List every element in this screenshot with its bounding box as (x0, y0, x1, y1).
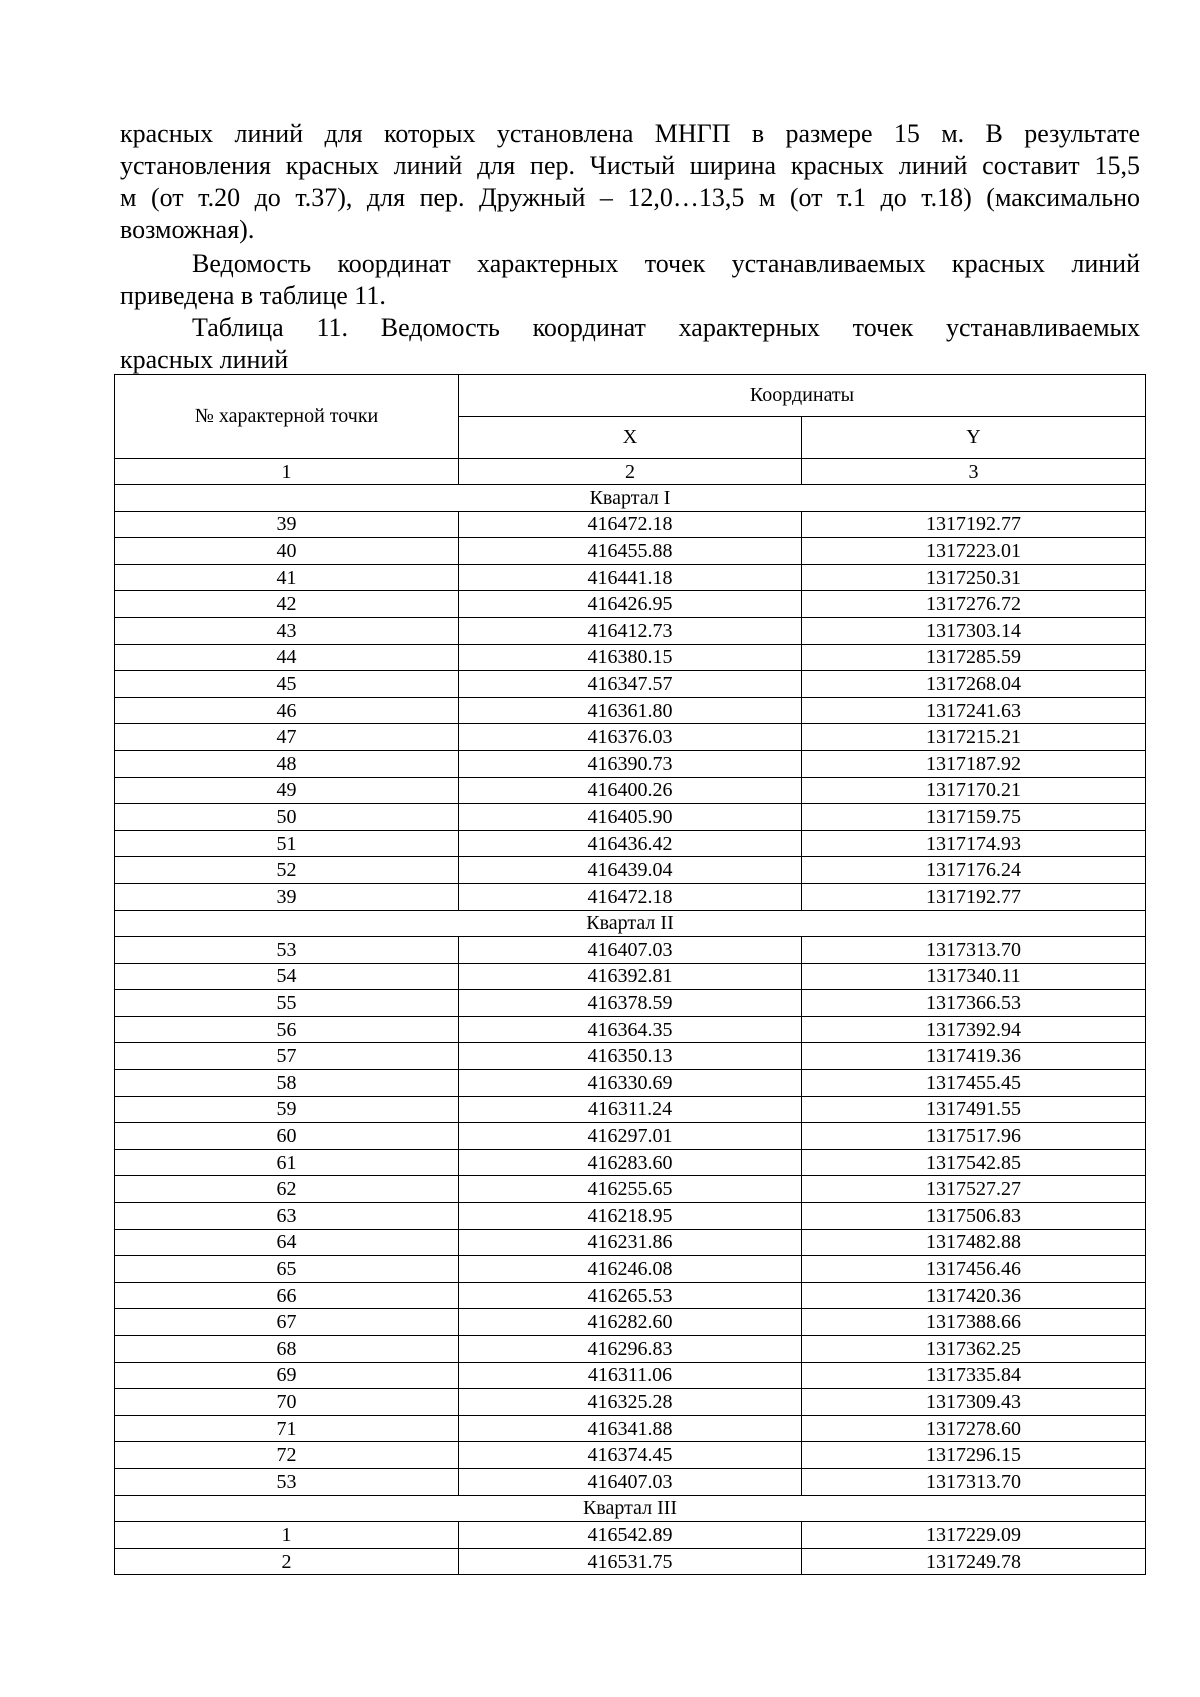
x-coordinate-cell: 416436.42 (459, 830, 802, 857)
y-coordinate-cell: 1317241.63 (802, 697, 1146, 724)
point-number-cell: 51 (115, 830, 459, 857)
y-coordinate-cell: 1317527.27 (802, 1176, 1146, 1203)
x-coordinate-cell: 416472.18 (459, 511, 802, 538)
table-caption (120, 312, 1140, 376)
column-number: 1 (115, 459, 459, 485)
table-row (115, 963, 1146, 990)
y-coordinate-cell: 1317223.01 (802, 538, 1146, 565)
table-row (115, 644, 1146, 671)
table-row (115, 724, 1146, 751)
section-row (115, 910, 1146, 937)
x-coordinate-cell: 416378.59 (459, 990, 802, 1017)
y-coordinate-cell: 1317285.59 (802, 644, 1146, 671)
table-row (115, 671, 1146, 698)
point-number-cell: 57 (115, 1043, 459, 1070)
x-coordinate-cell: 416412.73 (459, 617, 802, 644)
point-number-cell: 41 (115, 564, 459, 591)
x-coordinate-cell: 416374.45 (459, 1442, 802, 1469)
column-number: 2 (459, 459, 802, 485)
x-coordinate-cell: 416246.08 (459, 1256, 802, 1283)
table-row (115, 990, 1146, 1017)
point-number-cell: 45 (115, 671, 459, 698)
header-x: X (459, 417, 802, 459)
section-title: Квартал II (115, 910, 1146, 937)
header-coordinates: Координаты (459, 375, 1146, 417)
table-row (115, 1203, 1146, 1230)
x-coordinate-cell: 416380.15 (459, 644, 802, 671)
x-coordinate-cell: 416392.81 (459, 963, 802, 990)
x-coordinate-cell: 416376.03 (459, 724, 802, 751)
coordinates-table (114, 374, 1146, 1575)
x-coordinate-cell: 416426.95 (459, 591, 802, 618)
table-row (115, 1229, 1146, 1256)
y-coordinate-cell: 1317192.77 (802, 883, 1146, 910)
point-number-cell: 64 (115, 1229, 459, 1256)
y-coordinate-cell: 1317340.11 (802, 963, 1146, 990)
caption-line: красных линий (120, 345, 289, 374)
x-coordinate-cell: 416439.04 (459, 857, 802, 884)
paragraph-line: возможная). (120, 215, 255, 244)
point-number-cell: 62 (115, 1176, 459, 1203)
y-coordinate-cell: 1317491.55 (802, 1096, 1146, 1123)
paragraph-line: м (от т.20 до т.37), для пер. Дружный – 12,0…13,5 м (от т.1 до т.18) (максимально (120, 183, 1140, 212)
y-coordinate-cell: 1317362.25 (802, 1336, 1146, 1363)
point-number-cell: 52 (115, 857, 459, 884)
x-coordinate-cell: 416455.88 (459, 538, 802, 565)
y-coordinate-cell: 1317388.66 (802, 1309, 1146, 1336)
x-coordinate-cell: 416297.01 (459, 1123, 802, 1150)
point-number-cell: 53 (115, 1468, 459, 1495)
y-coordinate-cell: 1317420.36 (802, 1282, 1146, 1309)
point-number-cell: 2 (115, 1548, 459, 1575)
x-coordinate-cell: 416407.03 (459, 1468, 802, 1495)
x-coordinate-cell: 416311.06 (459, 1362, 802, 1389)
point-number-cell: 39 (115, 511, 459, 538)
table-row (115, 1336, 1146, 1363)
table-row (115, 1123, 1146, 1150)
paragraph-line: приведена в таблице 11. (120, 281, 386, 310)
table-row (115, 804, 1146, 831)
table-row (115, 564, 1146, 591)
y-coordinate-cell: 1317229.09 (802, 1522, 1146, 1549)
x-coordinate-cell: 416283.60 (459, 1149, 802, 1176)
table-row (115, 937, 1146, 964)
y-coordinate-cell: 1317335.84 (802, 1362, 1146, 1389)
y-coordinate-cell: 1317176.24 (802, 857, 1146, 884)
point-number-cell: 69 (115, 1362, 459, 1389)
point-number-cell: 47 (115, 724, 459, 751)
header-y: Y (802, 417, 1146, 459)
x-coordinate-cell: 416350.13 (459, 1043, 802, 1070)
table-row (115, 1016, 1146, 1043)
table-row (115, 1282, 1146, 1309)
caption-line: Таблица 11. Ведомость координат характерных точек устанавливаемых (192, 313, 1140, 342)
x-coordinate-cell: 416531.75 (459, 1548, 802, 1575)
y-coordinate-cell: 1317309.43 (802, 1389, 1146, 1416)
y-coordinate-cell: 1317455.45 (802, 1070, 1146, 1097)
x-coordinate-cell: 416255.65 (459, 1176, 802, 1203)
x-coordinate-cell: 416311.24 (459, 1096, 802, 1123)
point-number-cell: 43 (115, 617, 459, 644)
y-coordinate-cell: 1317187.92 (802, 750, 1146, 777)
point-number-cell: 68 (115, 1336, 459, 1363)
y-coordinate-cell: 1317482.88 (802, 1229, 1146, 1256)
x-coordinate-cell: 416296.83 (459, 1336, 802, 1363)
point-number-cell: 65 (115, 1256, 459, 1283)
table-row (115, 1043, 1146, 1070)
x-coordinate-cell: 416400.26 (459, 777, 802, 804)
point-number-cell: 1 (115, 1522, 459, 1549)
section-row (115, 485, 1146, 512)
x-coordinate-cell: 416407.03 (459, 937, 802, 964)
x-coordinate-cell: 416341.88 (459, 1415, 802, 1442)
table-row (115, 1548, 1146, 1575)
y-coordinate-cell: 1317215.21 (802, 724, 1146, 751)
y-coordinate-cell: 1317542.85 (802, 1149, 1146, 1176)
paragraph-red-lines (120, 118, 1140, 246)
table-row (115, 511, 1146, 538)
y-coordinate-cell: 1317268.04 (802, 671, 1146, 698)
table-row (115, 1070, 1146, 1097)
y-coordinate-cell: 1317250.31 (802, 564, 1146, 591)
coordinates-table-body (115, 485, 1146, 1575)
x-coordinate-cell: 416364.35 (459, 1016, 802, 1043)
table-row (115, 591, 1146, 618)
table-row (115, 1309, 1146, 1336)
x-coordinate-cell: 416231.86 (459, 1229, 802, 1256)
table-row (115, 617, 1146, 644)
x-coordinate-cell: 416325.28 (459, 1389, 802, 1416)
x-coordinate-cell: 416405.90 (459, 804, 802, 831)
point-number-cell: 61 (115, 1149, 459, 1176)
point-number-cell: 56 (115, 1016, 459, 1043)
x-coordinate-cell: 416390.73 (459, 750, 802, 777)
table-row (115, 777, 1146, 804)
paragraph-table-reference (120, 248, 1140, 312)
y-coordinate-cell: 1317276.72 (802, 591, 1146, 618)
table-row (115, 538, 1146, 565)
point-number-cell: 48 (115, 750, 459, 777)
x-coordinate-cell: 416265.53 (459, 1282, 802, 1309)
point-number-cell: 49 (115, 777, 459, 804)
paragraph-line: Ведомость координат характерных точек устанавливаемых красных линий (192, 249, 1140, 278)
point-number-cell: 70 (115, 1389, 459, 1416)
paragraph-line: красных линий для которых установлена МНГП в размере 15 м. В результате (120, 119, 1140, 148)
point-number-cell: 71 (115, 1415, 459, 1442)
y-coordinate-cell: 1317313.70 (802, 937, 1146, 964)
y-coordinate-cell: 1317517.96 (802, 1123, 1146, 1150)
y-coordinate-cell: 1317456.46 (802, 1256, 1146, 1283)
x-coordinate-cell: 416472.18 (459, 883, 802, 910)
table-row (115, 1149, 1146, 1176)
y-coordinate-cell: 1317303.14 (802, 617, 1146, 644)
paragraph-line: установления красных линий для пер. Чистый ширина красных линий составит 15,5 (120, 151, 1140, 180)
point-number-cell: 72 (115, 1442, 459, 1469)
table-row (115, 1442, 1146, 1469)
point-number-cell: 54 (115, 963, 459, 990)
table-row (115, 1522, 1146, 1549)
x-coordinate-cell: 416441.18 (459, 564, 802, 591)
table-row (115, 697, 1146, 724)
x-coordinate-cell: 416542.89 (459, 1522, 802, 1549)
point-number-cell: 66 (115, 1282, 459, 1309)
point-number-cell: 67 (115, 1309, 459, 1336)
y-coordinate-cell: 1317506.83 (802, 1203, 1146, 1230)
point-number-cell: 40 (115, 538, 459, 565)
y-coordinate-cell: 1317159.75 (802, 804, 1146, 831)
column-number: 3 (802, 459, 1146, 485)
y-coordinate-cell: 1317366.53 (802, 990, 1146, 1017)
y-coordinate-cell: 1317170.21 (802, 777, 1146, 804)
point-number-cell: 39 (115, 883, 459, 910)
table-row (115, 750, 1146, 777)
table-row (115, 1096, 1146, 1123)
y-coordinate-cell: 1317249.78 (802, 1548, 1146, 1575)
y-coordinate-cell: 1317174.93 (802, 830, 1146, 857)
point-number-cell: 50 (115, 804, 459, 831)
section-row (115, 1495, 1146, 1522)
x-coordinate-cell: 416347.57 (459, 671, 802, 698)
x-coordinate-cell: 416330.69 (459, 1070, 802, 1097)
section-title: Квартал III (115, 1495, 1146, 1522)
point-number-cell: 59 (115, 1096, 459, 1123)
point-number-cell: 53 (115, 937, 459, 964)
point-number-cell: 42 (115, 591, 459, 618)
y-coordinate-cell: 1317313.70 (802, 1468, 1146, 1495)
point-number-cell: 63 (115, 1203, 459, 1230)
y-coordinate-cell: 1317296.15 (802, 1442, 1146, 1469)
y-coordinate-cell: 1317192.77 (802, 511, 1146, 538)
point-number-cell: 44 (115, 644, 459, 671)
point-number-cell: 60 (115, 1123, 459, 1150)
point-number-cell: 46 (115, 697, 459, 724)
y-coordinate-cell: 1317392.94 (802, 1016, 1146, 1043)
x-coordinate-cell: 416218.95 (459, 1203, 802, 1230)
x-coordinate-cell: 416282.60 (459, 1309, 802, 1336)
table-row (115, 1256, 1146, 1283)
point-number-cell: 55 (115, 990, 459, 1017)
table-row (115, 1389, 1146, 1416)
section-title: Квартал I (115, 485, 1146, 512)
point-number-cell: 58 (115, 1070, 459, 1097)
y-coordinate-cell: 1317278.60 (802, 1415, 1146, 1442)
header-point-number: № характерной точки (115, 375, 459, 459)
table-row (115, 1468, 1146, 1495)
table-row (115, 830, 1146, 857)
table-row (115, 883, 1146, 910)
y-coordinate-cell: 1317419.36 (802, 1043, 1146, 1070)
table-row (115, 857, 1146, 884)
table-row (115, 1415, 1146, 1442)
x-coordinate-cell: 416361.80 (459, 697, 802, 724)
table-row (115, 1176, 1146, 1203)
table-row (115, 1362, 1146, 1389)
